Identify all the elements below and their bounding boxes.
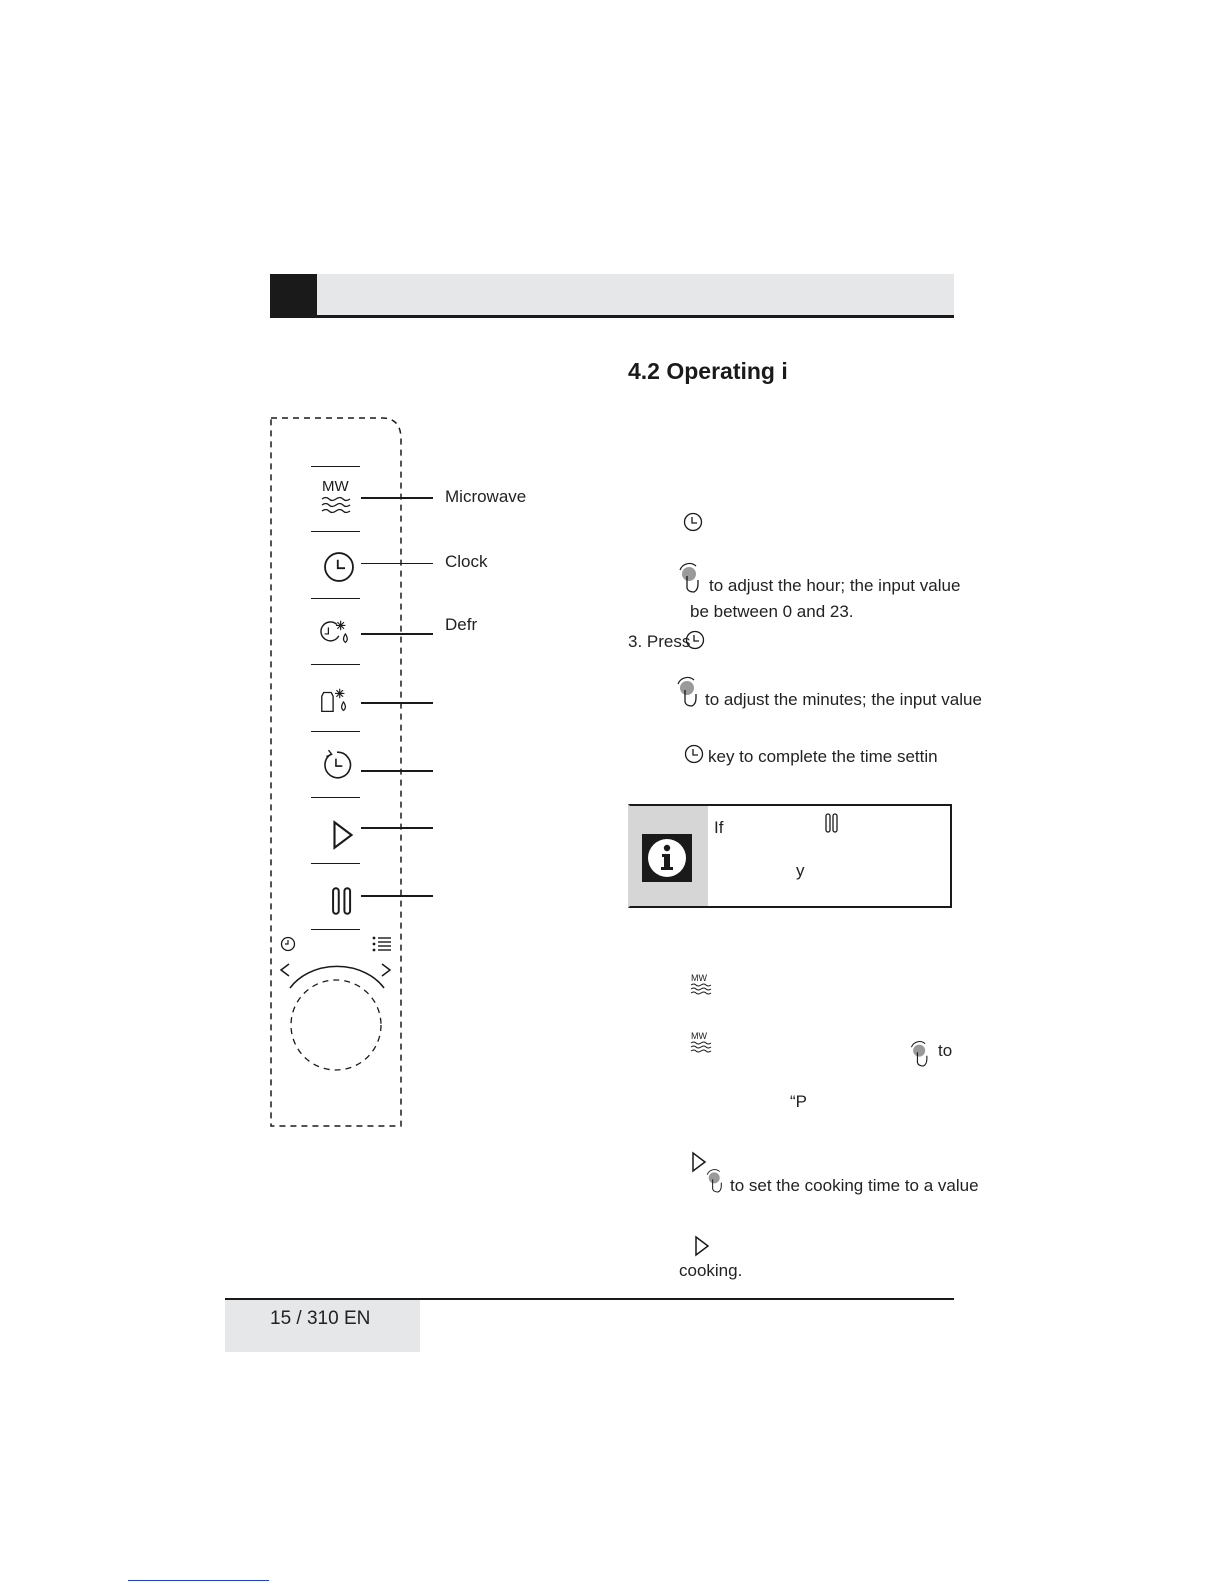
turn-knob-hand-icon — [704, 1168, 726, 1194]
panel-separator — [311, 929, 360, 930]
panel-separator — [311, 531, 360, 532]
defrost-by-time-icon[interactable] — [318, 616, 352, 650]
microwave-label: Microwave — [445, 487, 527, 506]
page-number: 15 / 310 EN — [270, 1308, 371, 1329]
section-header-bar — [270, 274, 954, 316]
defrost-weight-leader-line — [361, 702, 433, 704]
step-complete-time-text: key to complete the time settin — [708, 747, 938, 766]
rotary-knob-icon[interactable] — [278, 958, 396, 1074]
step-adjust-hour-range-text: be between 0 and 23. — [690, 602, 854, 621]
svg-text:MW: MW — [691, 1031, 707, 1041]
clock-small-icon — [280, 936, 296, 952]
clock-icon — [685, 630, 705, 650]
start-icon — [692, 1234, 712, 1258]
start-icon[interactable] — [326, 818, 360, 852]
pause-icon — [824, 812, 840, 834]
microwave-icon — [690, 972, 714, 996]
panel-separator — [311, 863, 360, 864]
panel-separator — [311, 466, 360, 467]
timer-leader-line — [361, 770, 433, 772]
clock-leader-line — [361, 563, 433, 564]
turn-knob-hand-icon — [908, 1040, 932, 1068]
mw-step-power-text: “P — [790, 1092, 807, 1111]
microwave-icon[interactable] — [318, 480, 358, 520]
microwave-icon-label: MW — [322, 478, 349, 495]
microwave-leader-line — [361, 497, 433, 499]
header-rule — [270, 315, 954, 318]
svg-text:MW: MW — [691, 973, 707, 983]
section-heading: 4.2 Operating i — [628, 358, 788, 384]
menu-list-icon — [372, 935, 392, 953]
clock-icon — [683, 512, 703, 532]
step-set-cooking-time-text: to set the cooking time to a value — [730, 1176, 979, 1195]
mw-step-to-text: to — [938, 1041, 953, 1060]
pause-leader-line — [361, 895, 433, 897]
bottom-link-underline — [128, 1580, 269, 1581]
section-number-tab — [270, 274, 317, 316]
timer-icon[interactable] — [320, 748, 354, 782]
panel-separator — [311, 797, 360, 798]
microwave-icon — [690, 1030, 714, 1054]
step-start-cooking-text: cooking. — [679, 1261, 743, 1280]
pause-icon[interactable] — [326, 884, 360, 918]
panel-separator — [311, 731, 360, 732]
defrost-leader-line — [361, 633, 433, 635]
defrost-by-weight-icon[interactable] — [318, 684, 352, 718]
start-leader-line — [361, 827, 433, 829]
clock-label: Clock — [445, 552, 488, 571]
info-note-text-line2: y — [796, 861, 805, 880]
clock-icon — [684, 744, 704, 764]
turn-knob-hand-icon — [676, 562, 704, 594]
info-icon — [642, 834, 692, 882]
clock-icon[interactable] — [322, 550, 356, 584]
defrost-label: Defr — [445, 615, 478, 634]
turn-knob-hand-icon — [674, 676, 702, 708]
step-adjust-minutes-text: to adjust the minutes; the input value — [705, 690, 982, 709]
panel-separator — [311, 664, 360, 665]
step-3-press-text: 3. Press — [628, 632, 691, 651]
info-note-text-line1: If — [714, 818, 724, 837]
panel-separator — [311, 598, 360, 599]
step-adjust-hour-text: to adjust the hour; the input value — [709, 576, 961, 595]
